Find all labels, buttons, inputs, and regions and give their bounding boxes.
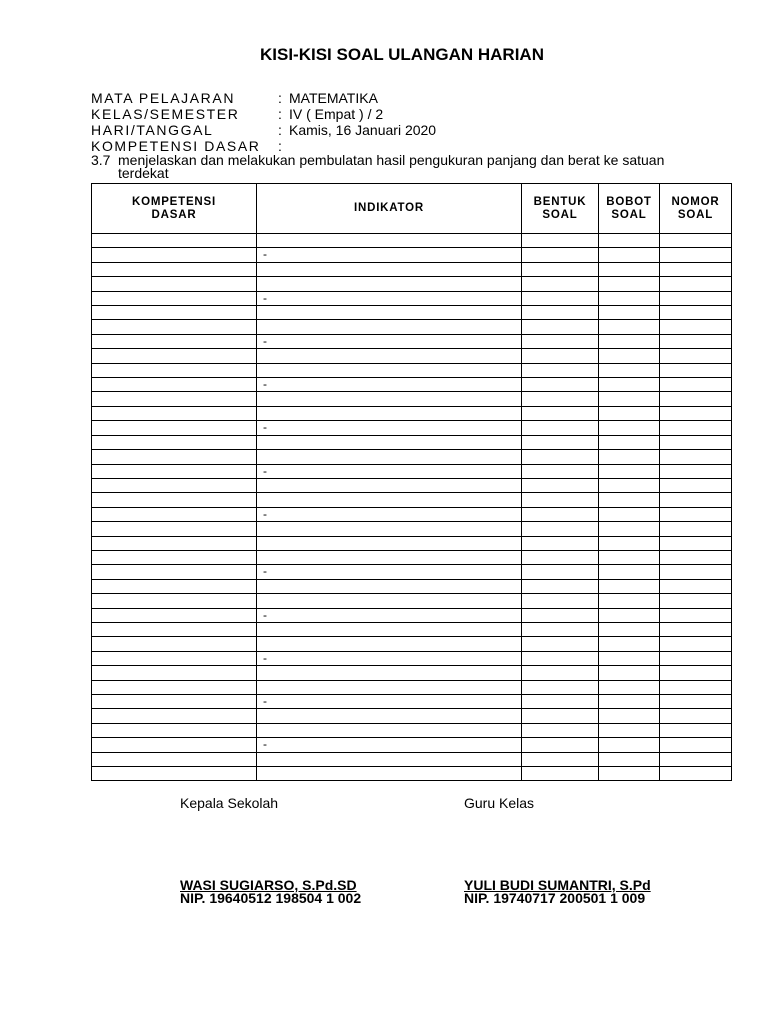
cell-nomor-soal [660, 392, 732, 406]
cell-nomor-soal [660, 709, 732, 723]
cell-bobot-soal [599, 349, 660, 363]
cell-bentuk-soal [522, 263, 599, 277]
cell-bobot-soal [599, 335, 660, 349]
header-bobot-soal [599, 184, 660, 234]
cell-kompetensi-dasar [92, 609, 257, 623]
cell-nomor-soal [660, 364, 732, 378]
cell-nomor-soal [660, 349, 732, 363]
cell-bobot-soal [599, 465, 660, 479]
table-body [92, 234, 732, 781]
table-row [92, 407, 732, 421]
info-label: KOMPETENSI DASAR [91, 138, 261, 154]
header-text: SOAL [611, 208, 647, 221]
cell-kompetensi-dasar [92, 681, 257, 695]
signature-role: Guru Kelas [464, 795, 535, 811]
cell-kompetensi-dasar [92, 421, 257, 435]
cell-nomor-soal [660, 234, 732, 248]
cell-kompetensi-dasar [92, 652, 257, 666]
cell-indikator: - [257, 378, 522, 392]
table-row [92, 306, 732, 320]
cell-kompetensi-dasar [92, 234, 257, 248]
info-block [91, 90, 691, 154]
cell-bentuk-soal [522, 666, 599, 680]
cell-indikator: - [257, 465, 522, 479]
cell-bobot-soal [599, 681, 660, 695]
cell-nomor-soal [660, 465, 732, 479]
table-row [92, 248, 732, 262]
cell-bobot-soal [599, 392, 660, 406]
cell-indikator [257, 436, 522, 450]
cell-bobot-soal [599, 738, 660, 752]
cell-nomor-soal [660, 681, 732, 695]
cell-kompetensi-dasar [92, 623, 257, 637]
cell-bentuk-soal [522, 306, 599, 320]
cell-bentuk-soal [522, 738, 599, 752]
cell-bobot-soal [599, 580, 660, 594]
cell-nomor-soal [660, 421, 732, 435]
info-label: HARI/TANGGAL [91, 122, 214, 138]
cell-indikator: - [257, 609, 522, 623]
table-row [92, 666, 732, 680]
table-row [92, 450, 732, 464]
cell-bentuk-soal [522, 565, 599, 579]
cell-indikator [257, 537, 522, 551]
cell-kompetensi-dasar [92, 364, 257, 378]
cell-indikator: - [257, 565, 522, 579]
cell-bobot-soal [599, 292, 660, 306]
cell-kompetensi-dasar [92, 594, 257, 608]
cell-nomor-soal [660, 594, 732, 608]
header-kompetensi-dasar [92, 184, 257, 234]
table-row [92, 479, 732, 493]
cell-bobot-soal [599, 320, 660, 334]
cell-indikator [257, 479, 522, 493]
cell-indikator [257, 277, 522, 291]
cell-bobot-soal [599, 695, 660, 709]
cell-indikator [257, 234, 522, 248]
cell-bentuk-soal [522, 277, 599, 291]
cell-indikator [257, 753, 522, 767]
cell-bobot-soal [599, 522, 660, 536]
header-text: BOBOT [606, 195, 652, 208]
cell-kompetensi-dasar [92, 666, 257, 680]
cell-nomor-soal [660, 695, 732, 709]
cell-bobot-soal [599, 263, 660, 277]
cell-bobot-soal [599, 306, 660, 320]
signature-role: Kepala Sekolah [180, 795, 279, 811]
cell-bobot-soal [599, 407, 660, 421]
cell-kompetensi-dasar [92, 580, 257, 594]
cell-bentuk-soal [522, 652, 599, 666]
table-row [92, 263, 732, 277]
cell-indikator: - [257, 695, 522, 709]
info-row-hari-tanggal [91, 122, 691, 138]
cell-bobot-soal [599, 609, 660, 623]
cell-nomor-soal [660, 436, 732, 450]
cell-bobot-soal [599, 364, 660, 378]
cell-indikator: - [257, 335, 522, 349]
info-value: MATEMATIKA [289, 90, 378, 106]
cell-bobot-soal [599, 436, 660, 450]
cell-kompetensi-dasar [92, 465, 257, 479]
table-row [92, 738, 732, 752]
cell-bentuk-soal [522, 320, 599, 334]
cell-indikator [257, 594, 522, 608]
header-text: INDIKATOR [353, 202, 425, 214]
cell-indikator [257, 623, 522, 637]
cell-nomor-soal [660, 407, 732, 421]
cell-bobot-soal [599, 637, 660, 651]
cell-nomor-soal [660, 565, 732, 579]
table-row [92, 551, 732, 565]
cell-bentuk-soal [522, 623, 599, 637]
cell-kompetensi-dasar [92, 436, 257, 450]
cell-kompetensi-dasar [92, 493, 257, 507]
table-row [92, 349, 732, 363]
cell-nomor-soal [660, 335, 732, 349]
cell-kompetensi-dasar [92, 407, 257, 421]
table-row [92, 364, 732, 378]
cell-indikator [257, 493, 522, 507]
cell-bentuk-soal [522, 493, 599, 507]
cell-bentuk-soal [522, 421, 599, 435]
cell-indikator: - [257, 421, 522, 435]
cell-nomor-soal [660, 378, 732, 392]
cell-bentuk-soal [522, 709, 599, 723]
table-row [92, 277, 732, 291]
header-text: KOMPETENSI [131, 195, 217, 208]
cell-bentuk-soal [522, 292, 599, 306]
cell-kompetensi-dasar [92, 695, 257, 709]
cell-nomor-soal [660, 652, 732, 666]
cell-kompetensi-dasar [92, 738, 257, 752]
cell-bobot-soal [599, 565, 660, 579]
cell-bobot-soal [599, 623, 660, 637]
cell-indikator [257, 263, 522, 277]
cell-bentuk-soal [522, 767, 599, 781]
header-text: BENTUK [533, 195, 587, 208]
cell-indikator [257, 767, 522, 781]
cell-kompetensi-dasar [92, 277, 257, 291]
cell-bobot-soal [599, 709, 660, 723]
cell-bentuk-soal [522, 695, 599, 709]
cell-nomor-soal [660, 450, 732, 464]
table-row [92, 767, 732, 781]
cell-kompetensi-dasar [92, 320, 257, 334]
table-row [92, 580, 732, 594]
cell-indikator [257, 709, 522, 723]
signature-nip: NIP. 19740717 200501 1 009 [464, 890, 646, 906]
info-value: Kamis, 16 Januari 2020 [289, 122, 437, 138]
cell-indikator [257, 551, 522, 565]
table-row [92, 436, 732, 450]
signature-kepala-sekolah [180, 795, 362, 906]
cell-indikator: - [257, 248, 522, 262]
table-row [92, 335, 732, 349]
cell-bentuk-soal [522, 551, 599, 565]
cell-bentuk-soal [522, 753, 599, 767]
info-value: IV ( Empat ) / 2 [289, 106, 384, 122]
cell-kompetensi-dasar [92, 349, 257, 363]
info-colon: : [278, 138, 282, 154]
cell-bentuk-soal [522, 537, 599, 551]
cell-nomor-soal [660, 493, 732, 507]
table-row [92, 234, 732, 248]
cell-kompetensi-dasar [92, 637, 257, 651]
cell-bentuk-soal [522, 450, 599, 464]
cell-bentuk-soal [522, 349, 599, 363]
table-header-row [92, 184, 732, 234]
cell-bentuk-soal [522, 522, 599, 536]
table-row [92, 392, 732, 406]
kd-text-line: menjelaskan dan melakukan pembulatan hasil pengukuran panjang dan berat ke satuan [118, 152, 665, 168]
cell-nomor-soal [660, 637, 732, 651]
cell-kompetensi-dasar [92, 378, 257, 392]
kd-text-line: terdekat [118, 165, 169, 181]
cell-bobot-soal [599, 493, 660, 507]
cell-nomor-soal [660, 609, 732, 623]
cell-nomor-soal [660, 479, 732, 493]
cell-kompetensi-dasar [92, 724, 257, 738]
cell-nomor-soal [660, 551, 732, 565]
cell-nomor-soal [660, 248, 732, 262]
cell-bentuk-soal [522, 335, 599, 349]
signature-name: WASI SUGIARSO, S.Pd.SD [180, 877, 357, 893]
cell-bentuk-soal [522, 465, 599, 479]
cell-nomor-soal [660, 320, 732, 334]
cell-kompetensi-dasar [92, 565, 257, 579]
signature-nip: NIP. 19640512 198504 1 002 [180, 890, 362, 906]
cell-indikator [257, 392, 522, 406]
cell-kompetensi-dasar [92, 292, 257, 306]
cell-nomor-soal [660, 767, 732, 781]
cell-nomor-soal [660, 724, 732, 738]
header-indikator [257, 184, 522, 234]
header-text: SOAL [542, 208, 578, 221]
cell-kompetensi-dasar [92, 537, 257, 551]
cell-bentuk-soal [522, 580, 599, 594]
table-row [92, 709, 732, 723]
table-row [92, 378, 732, 392]
cell-kompetensi-dasar [92, 709, 257, 723]
cell-indikator: - [257, 508, 522, 522]
cell-indikator [257, 407, 522, 421]
info-colon: : [278, 106, 282, 122]
table-row [92, 522, 732, 536]
info-row-mata-pelajaran [91, 90, 691, 106]
table-row [92, 637, 732, 651]
cell-indikator [257, 320, 522, 334]
cell-bentuk-soal [522, 479, 599, 493]
table-row [92, 652, 732, 666]
cell-kompetensi-dasar [92, 767, 257, 781]
cell-bobot-soal [599, 724, 660, 738]
cell-bentuk-soal [522, 234, 599, 248]
table-row [92, 609, 732, 623]
info-label: KELAS/SEMESTER [91, 106, 240, 122]
info-colon: : [278, 90, 282, 106]
header-nomor-soal [660, 184, 732, 234]
cell-kompetensi-dasar [92, 522, 257, 536]
cell-kompetensi-dasar [92, 450, 257, 464]
cell-bobot-soal [599, 652, 660, 666]
cell-indikator [257, 681, 522, 695]
cell-nomor-soal [660, 623, 732, 637]
cell-bentuk-soal [522, 364, 599, 378]
cell-indikator [257, 666, 522, 680]
cell-indikator [257, 306, 522, 320]
cell-bentuk-soal [522, 594, 599, 608]
header-text: SOAL [677, 208, 714, 221]
cell-bobot-soal [599, 421, 660, 435]
cell-bobot-soal [599, 767, 660, 781]
cell-bobot-soal [599, 479, 660, 493]
cell-nomor-soal [660, 292, 732, 306]
cell-bobot-soal [599, 378, 660, 392]
cell-bobot-soal [599, 277, 660, 291]
cell-bobot-soal [599, 450, 660, 464]
cell-bentuk-soal [522, 392, 599, 406]
cell-nomor-soal [660, 277, 732, 291]
table-row [92, 508, 732, 522]
cell-kompetensi-dasar [92, 479, 257, 493]
kd-number: 3.7 [91, 152, 111, 168]
cell-bentuk-soal [522, 637, 599, 651]
table-row [92, 537, 732, 551]
cell-kompetensi-dasar [92, 263, 257, 277]
cell-bobot-soal [599, 594, 660, 608]
table-row [92, 493, 732, 507]
document-title: KISI-KISI SOAL ULANGAN HARIAN [260, 45, 544, 64]
cell-indikator [257, 364, 522, 378]
info-label: MATA PELAJARAN [91, 90, 236, 106]
cell-indikator: - [257, 738, 522, 752]
cell-nomor-soal [660, 537, 732, 551]
cell-nomor-soal [660, 263, 732, 277]
cell-bentuk-soal [522, 248, 599, 262]
cell-bobot-soal [599, 537, 660, 551]
cell-bobot-soal [599, 753, 660, 767]
cell-bentuk-soal [522, 508, 599, 522]
table-row [92, 724, 732, 738]
header-text: NOMOR [671, 195, 720, 208]
cell-nomor-soal [660, 508, 732, 522]
cell-bentuk-soal [522, 681, 599, 695]
cell-kompetensi-dasar [92, 335, 257, 349]
header-bentuk-soal [522, 184, 599, 234]
cell-kompetensi-dasar [92, 306, 257, 320]
signature-name: YULI BUDI SUMANTRI, S.Pd [464, 877, 651, 893]
cell-kompetensi-dasar [92, 753, 257, 767]
cell-kompetensi-dasar [92, 508, 257, 522]
cell-kompetensi-dasar [92, 551, 257, 565]
cell-indikator: - [257, 652, 522, 666]
table-row [92, 421, 732, 435]
cell-indikator [257, 580, 522, 594]
cell-nomor-soal [660, 753, 732, 767]
cell-bobot-soal [599, 508, 660, 522]
cell-bobot-soal [599, 234, 660, 248]
cell-bentuk-soal [522, 407, 599, 421]
cell-bentuk-soal [522, 436, 599, 450]
signature-guru-kelas [464, 795, 651, 906]
table-row [92, 623, 732, 637]
cell-indikator [257, 724, 522, 738]
cell-bobot-soal [599, 248, 660, 262]
kd-text [118, 154, 664, 180]
cell-bobot-soal [599, 666, 660, 680]
cell-nomor-soal [660, 666, 732, 680]
table-row [92, 292, 732, 306]
info-colon: : [278, 122, 282, 138]
table-row [92, 565, 732, 579]
cell-nomor-soal [660, 522, 732, 536]
cell-indikator [257, 522, 522, 536]
cell-kompetensi-dasar [92, 248, 257, 262]
table-row [92, 753, 732, 767]
cell-nomor-soal [660, 580, 732, 594]
cell-indikator [257, 349, 522, 363]
cell-bentuk-soal [522, 609, 599, 623]
cell-bentuk-soal [522, 724, 599, 738]
cell-indikator: - [257, 292, 522, 306]
cell-kompetensi-dasar [92, 392, 257, 406]
cell-bobot-soal [599, 551, 660, 565]
table-row [92, 594, 732, 608]
kisi-kisi-table [91, 183, 732, 781]
cell-nomor-soal [660, 306, 732, 320]
table-row [92, 681, 732, 695]
cell-nomor-soal [660, 738, 732, 752]
table-row [92, 320, 732, 334]
header-text: DASAR [151, 208, 197, 221]
table-row [92, 695, 732, 709]
info-row-kelas-semester [91, 106, 691, 122]
cell-indikator [257, 637, 522, 651]
cell-bentuk-soal [522, 378, 599, 392]
cell-indikator [257, 450, 522, 464]
table-row [92, 465, 732, 479]
